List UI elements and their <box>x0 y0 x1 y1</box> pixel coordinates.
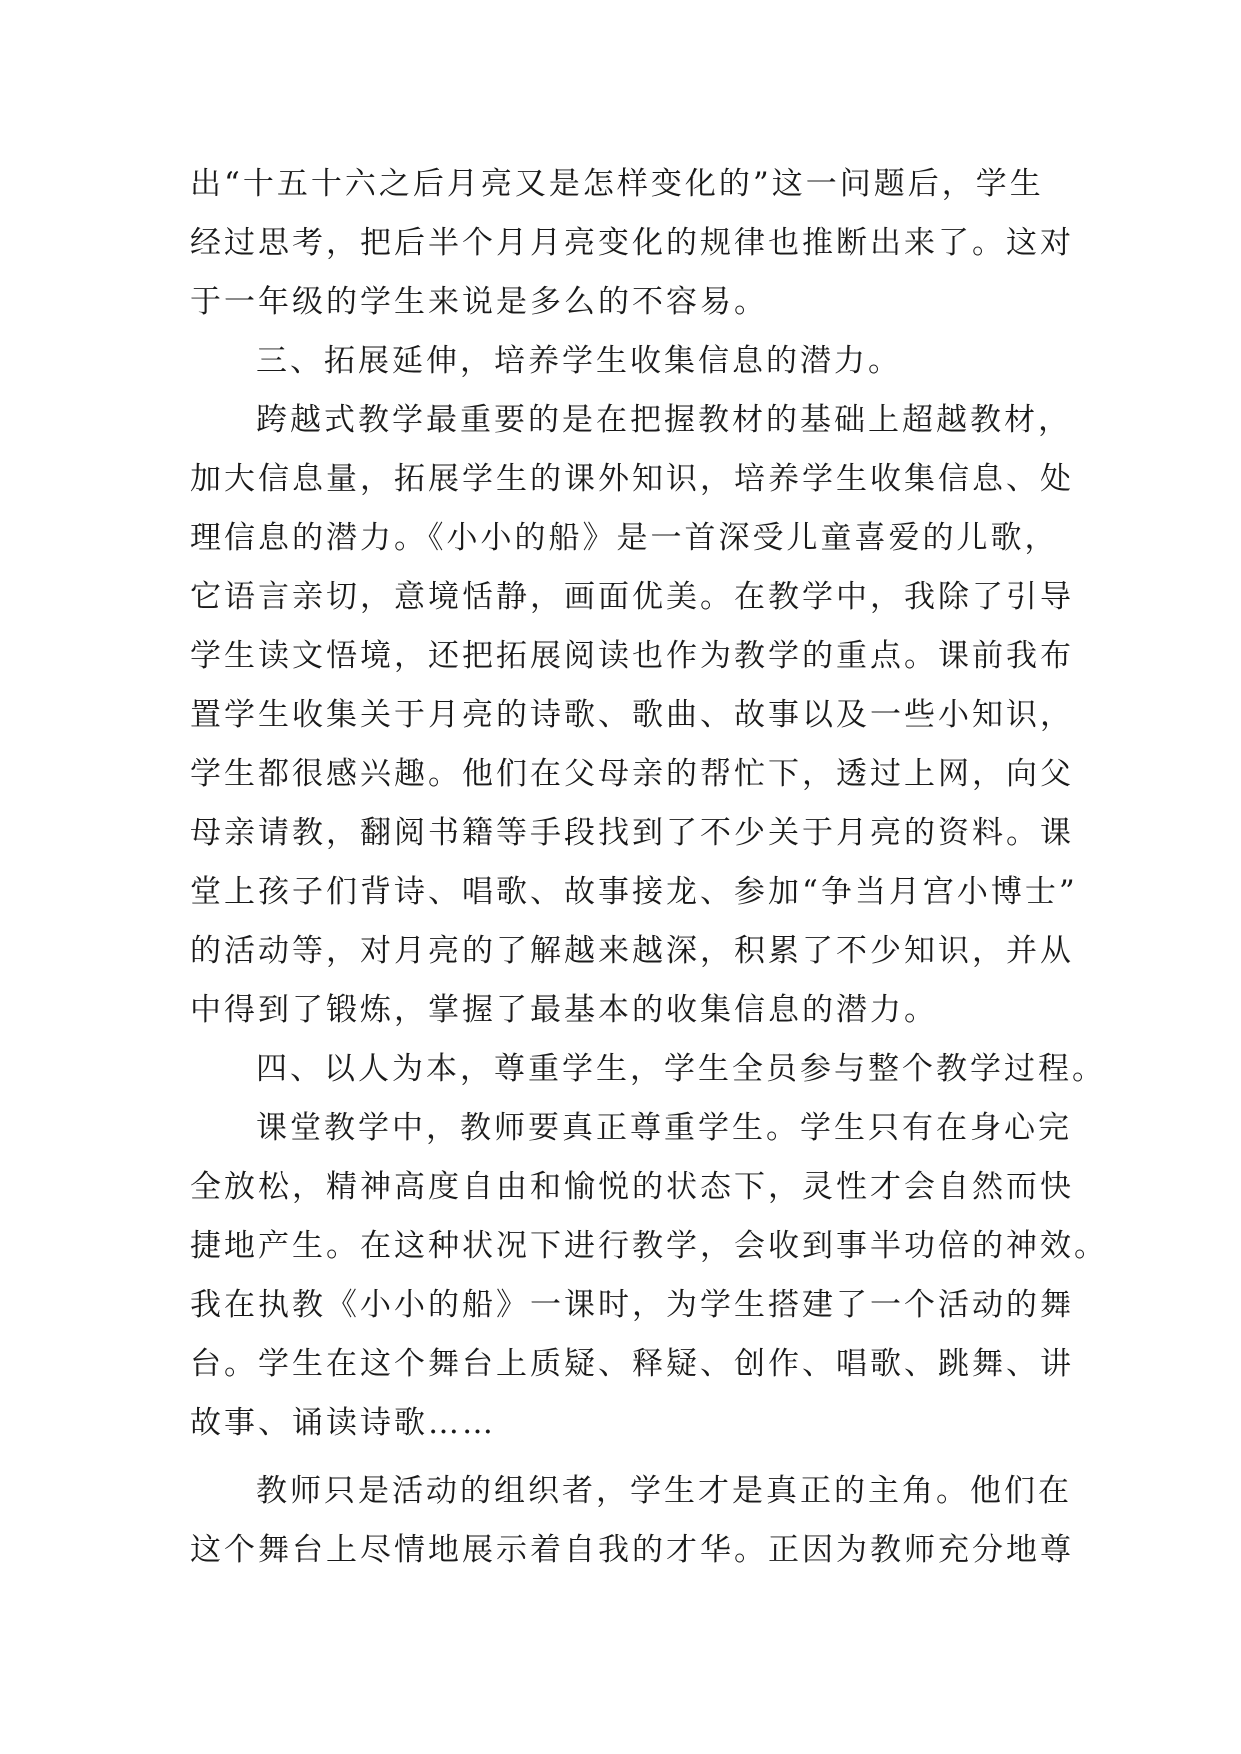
body-text <box>190 155 1108 1580</box>
section-heading-four: 四、以人为本，尊重学生，学生全员参与整个教学过程。 <box>256 1051 1106 1087</box>
text-line: 课堂教学中，教师要真正尊重学生。学生只有在身心完 <box>256 1110 1072 1146</box>
text-line: 理信息的潜力。《小小的船》是一首深受儿童喜爱的儿歌， <box>190 520 1059 556</box>
text-line: 教师只是活动的组织者，学生才是真正的主角。他们在 <box>256 1473 1072 1509</box>
text-line: 学生读文悟境，还把拓展阅读也作为教学的重点。课前我布 <box>190 638 1074 674</box>
text-line: 我在执教《小小的船》一课时，为学生搭建了一个活动的舞 <box>190 1287 1074 1323</box>
section-heading-three: 三、拓展延伸，培养学生收集信息的潜力。 <box>256 343 902 379</box>
text-line: 于一年级的学生来说是多么的不容易。 <box>190 284 768 320</box>
text-line: 的活动等，对月亮的了解越来越深，积累了不少知识，并从 <box>190 933 1074 969</box>
text-line: 中得到了锻炼，掌握了最基本的收集信息的潜力。 <box>190 992 938 1028</box>
text-line: 学生都很感兴趣。他们在父母亲的帮忙下，透过上网，向父 <box>190 756 1074 792</box>
text-line: 这个舞台上尽情地展示着自我的才华。正因为教师充分地尊 <box>190 1532 1074 1568</box>
text-line: 经过思考，把后半个月月亮变化的规律也推断出来了。这对 <box>190 225 1074 261</box>
text-line: 全放松，精神高度自由和愉悦的状态下，灵性才会自然而快 <box>190 1169 1074 1205</box>
text-line: 它语言亲切，意境恬静，画面优美。在教学中，我除了引导 <box>190 579 1074 615</box>
text-line: 跨越式教学最重要的是在把握教材的基础上超越教材， <box>256 402 1072 438</box>
text-line: 捷地产生。在这种状况下进行教学，会收到事半功倍的神效。 <box>190 1228 1108 1264</box>
text-line: 台。学生在这个舞台上质疑、释疑、创作、唱歌、跳舞、讲 <box>190 1346 1074 1382</box>
text-line: 出“十五十六之后月亮又是怎样变化的”这一问题后，学生 <box>190 166 1044 202</box>
text-line: 堂上孩子们背诗、唱歌、故事接龙、参加“争当月宫小博士” <box>190 874 1078 910</box>
text-line: 母亲请教，翻阅书籍等手段找到了不少关于月亮的资料。课 <box>190 815 1074 851</box>
text-line: 置学生收集关于月亮的诗歌、歌曲、故事以及一些小知识， <box>190 697 1074 733</box>
text-line: 加大信息量，拓展学生的课外知识，培养学生收集信息、处 <box>190 461 1074 497</box>
text-line: 故事、诵读诗歌…… <box>190 1405 496 1441</box>
